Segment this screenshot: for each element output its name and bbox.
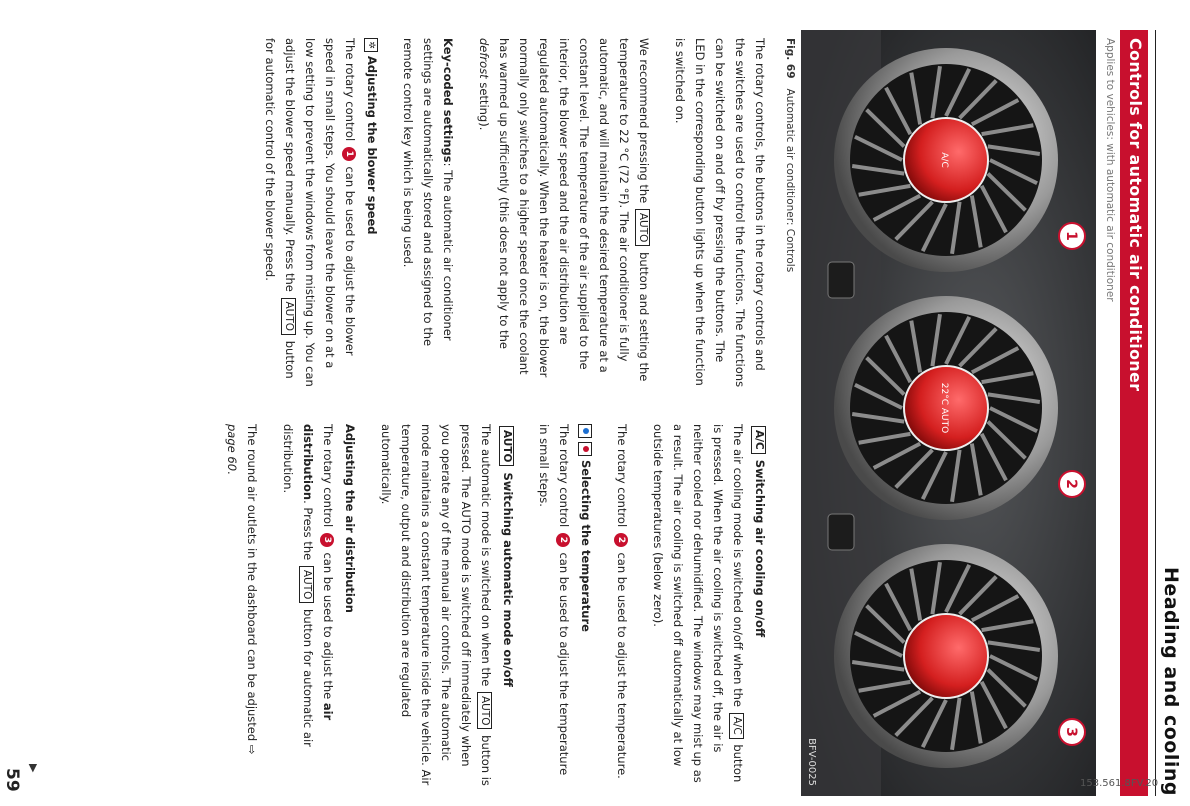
- text: The rotary control: [557, 424, 571, 528]
- figure-label: Fig. 69: [784, 38, 796, 79]
- callout-2-badge: 2: [614, 533, 628, 547]
- auto-key-label: AUTO: [281, 298, 296, 336]
- text: setting).: [477, 82, 491, 131]
- paragraph-intro: The rotary controls, the buttons in the rotary controls and the switches are used to control the functions. The functions can be switched on and off by pressing the buttons. The LED in the corresponding button lights up when the function is switched on.: [673, 38, 767, 388]
- air-vent-1: [834, 48, 1058, 272]
- air-distribution-term: air distribution: [301, 424, 335, 721]
- text: button and setting the temperature to 22 °C (72 °F). The air conditioner is fully automatic, and will maintain the desired temperature at a constant level. The temperature of the air supplied to the interior, the blower speed and the air distribution are regulated automatically. When the heater is on, the blower normally only switches to a higher speed once the coolant has warmed up sufficiently (this does not apply to the: [497, 38, 651, 382]
- column-left: [244, 38, 770, 388]
- fan-icon: ✲: [364, 38, 378, 52]
- watermark-text: 153.561.8FV.20: [1080, 778, 1159, 789]
- temperature-icon: [578, 424, 592, 438]
- text: can be used to adjust the temperature in small steps.: [537, 424, 571, 776]
- text: button is pressed. When the air cooling is switched off, the air is neither cooled nor dehumidified. The windows may mist up as a result. The air cooling is switched off automatically at low outside temperatures (below zero).: [651, 424, 745, 783]
- paragraph-air-outlets: [222, 424, 262, 786]
- air-vent-3: [834, 544, 1058, 768]
- svg-text:3: 3: [1063, 727, 1079, 737]
- svg-text:1: 1: [1063, 231, 1079, 241]
- paragraph-auto-mode: [376, 424, 496, 786]
- chapter-title: Controls for automatic air conditioner: [1126, 38, 1145, 392]
- text: The rotary control: [321, 424, 335, 528]
- paragraph-temperature-intro: [612, 424, 632, 786]
- figure-callout-3: [1059, 719, 1085, 745]
- ac-key-label: A/C: [729, 713, 744, 739]
- text: The round air outlets in the dashboard can be adjusted: [245, 424, 259, 742]
- text: button for automatic air distribution.: [281, 424, 315, 747]
- callout-3-badge: 3: [320, 533, 334, 547]
- figure-callout-1: [1059, 223, 1085, 249]
- text: can be used to adjust the temperature.: [615, 552, 629, 779]
- auto-key-label: AUTO: [299, 566, 314, 604]
- text: The rotary control: [343, 38, 357, 142]
- paragraph-auto-recommendation: [474, 38, 654, 388]
- text: can be used to adjust the blower speed in small steps. You should leave the blower on at a low setting to prevent the windows from misting up. You can adjust the blower speed manually. Press the: [283, 38, 357, 387]
- key-coded-term: Key-coded settings: [441, 38, 455, 163]
- text: We recommend pressing the: [637, 38, 651, 204]
- figure-callout-2: [1059, 471, 1085, 497]
- text: button is pressed. The AUTO mode is switched off immediately when you operate any of the manual air controls. The automatic mode maintains a constant temperature inside the vehicle. Air temperature, output and distribution are regulated automatically.: [379, 424, 493, 786]
- heading-air-cooling: [750, 424, 770, 786]
- temperature-hot-icon: [578, 442, 592, 456]
- svg-text:2: 2: [1063, 479, 1079, 489]
- heading-blower-speed: [362, 38, 382, 388]
- rotary-control-label: 22°C AUTO: [939, 382, 949, 434]
- paragraph-air-cooling: [648, 424, 748, 786]
- column-right: [206, 424, 770, 786]
- rotary-control-label: A/C: [939, 152, 949, 168]
- figure-caption-text: Automatic air conditioner: Controls: [784, 88, 796, 273]
- text: The air cooling mode is switched on/off when the: [731, 424, 745, 707]
- air-vent-2: [834, 296, 1058, 520]
- switch-left: [828, 262, 854, 298]
- defrost-term: defrost: [477, 38, 491, 79]
- switch-right: [828, 514, 854, 550]
- figure-caption: [784, 38, 796, 272]
- heading-temperature: [576, 424, 596, 786]
- heading-auto-mode: [498, 424, 518, 786]
- text: The automatic mode is switched on when the: [479, 424, 493, 687]
- paragraph-key-coded: [398, 38, 458, 388]
- heading-text: Adjusting the blower speed: [365, 56, 379, 235]
- text: : The automatic air conditioner settings are automatically stored and assigned to the remote control key which is being used.: [401, 38, 455, 347]
- continue-arrow-icon: ▶: [27, 764, 40, 773]
- text: The rotary control: [615, 424, 629, 528]
- applies-to-note: Applies to vehicles: with automatic air conditioner: [1104, 38, 1116, 302]
- paragraph-air-distribution: [278, 424, 338, 786]
- auto-key-label: AUTO: [635, 209, 650, 247]
- heading-text: Selecting the temperature: [579, 460, 593, 632]
- page-reference-link[interactable]: ⇨ page 60: [225, 424, 259, 755]
- heading-text: Switching automatic mode on/off: [501, 472, 515, 687]
- figure-69-image: [801, 30, 1096, 796]
- rotary-control-3: [904, 614, 988, 698]
- section-header: Heading and cooling: [1160, 566, 1182, 796]
- callout-2-badge: 2: [556, 533, 570, 547]
- text: . Press the: [301, 500, 315, 561]
- figure-code: BFV-0025: [806, 738, 817, 786]
- auto-key-label: AUTO: [499, 426, 514, 466]
- text: can be used to adjust the: [321, 552, 335, 700]
- vent-illustration: [801, 30, 1096, 796]
- page-number: 59: [2, 768, 22, 792]
- header-rule: [1155, 30, 1156, 796]
- chapter-banner: [1120, 30, 1148, 796]
- auto-key-label: AUTO: [477, 692, 492, 730]
- ac-key-label: A/C: [751, 426, 766, 454]
- paragraph-temperature: [534, 424, 574, 786]
- callout-1-badge: 1: [342, 147, 356, 161]
- text: .: [225, 471, 239, 475]
- text: button for automatic control of the blower speed.: [263, 38, 297, 379]
- heading-air-distribution: Adjusting the air distribution: [343, 424, 357, 613]
- heading-text: Switching air cooling on/off: [753, 459, 767, 638]
- paragraph-blower: [260, 38, 360, 388]
